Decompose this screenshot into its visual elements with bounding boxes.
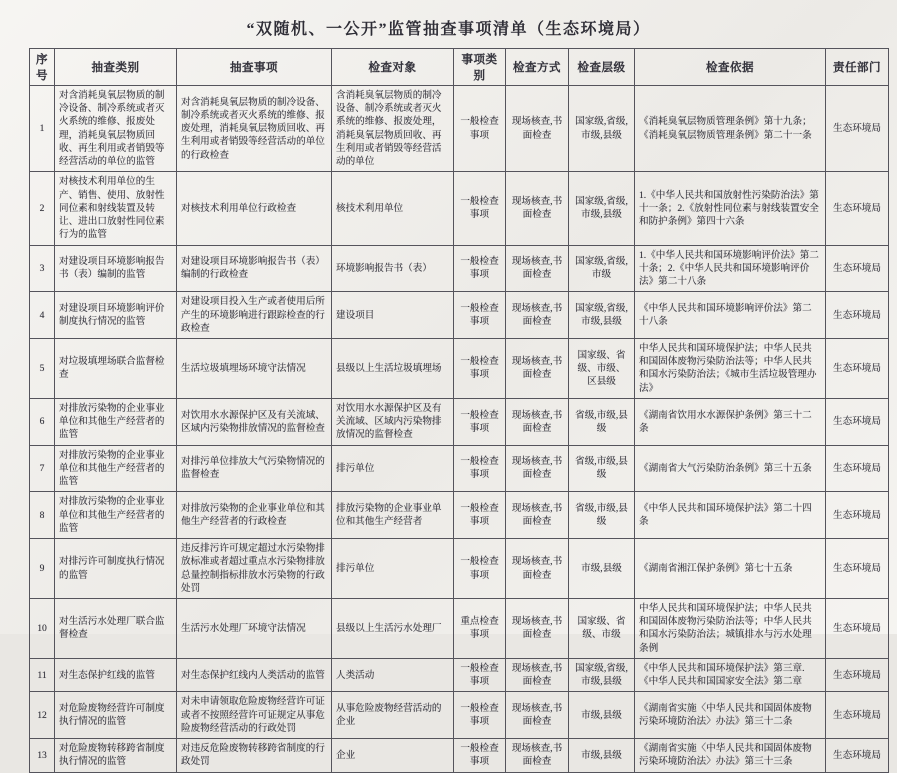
table-cell: 省级,市级,县级 [569, 445, 635, 492]
column-header: 检查方式 [506, 49, 569, 86]
table-cell: 省级,市级,县级 [569, 398, 635, 445]
table-header-row [30, 49, 889, 86]
table-cell: 1.《中华人民共和国环境影响评价法》第二十条；2.《中华人民共和国环境影响评价法》第二十八条 [635, 245, 826, 292]
table-cell: 违反排污许可规定超过水污染物排放标准或者超过重点水污染物排放总量控制指标排放水污染物的行政处罚 [177, 539, 332, 599]
table-cell: 一般检查事项 [454, 86, 506, 172]
table-cell: 对危险废物转移跨省制度执行情况的监管 [55, 739, 177, 772]
table-cell: 一般检查事项 [454, 338, 506, 398]
table-cell: 对建设项目环境影响评价制度执行情况的监管 [55, 292, 177, 339]
table-cell: 生态环境局 [826, 692, 889, 739]
table-cell: 6 [30, 398, 55, 445]
table-row [30, 86, 889, 172]
table-cell: 中华人民共和国环境保护法；中华人民共和国固体废物污染防治法等；中华人民共和国水污染防治法；城镇排水与污水处理条例 [635, 598, 826, 658]
table-cell: 现场核查,书面检查 [506, 658, 569, 691]
table-cell: 对建设项目投入生产或者使用后所产生的环境影响进行跟踪检查的行政检查 [177, 292, 332, 339]
table-cell: 对核技术利用单位的生产、销售、使用、放射性同位素和射线装置及转让、进出口放射性同位素行为的监管 [55, 172, 177, 245]
table-body [30, 86, 889, 773]
table-cell: 8 [30, 492, 55, 539]
table-cell: 市级,县级 [569, 539, 635, 599]
table-cell: 含消耗臭氧层物质的制冷设备、制冷系统或者灭火系统的维修、报废处理，消耗臭氧层物质回收、再生利用或者销毁等经营活动的单位 [332, 86, 454, 172]
table-cell: 《消耗臭氧层物质管理条例》第十九条；《消耗臭氧层物质管理条例》第二十一条 [635, 86, 826, 172]
table-cell: 一般检查事项 [454, 539, 506, 599]
table-cell: 一般检查事项 [454, 739, 506, 772]
table-cell: 生态环境局 [826, 245, 889, 292]
table-cell: 现场核查,书面检查 [506, 598, 569, 658]
table-cell: 1 [30, 86, 55, 172]
table-cell: 对建设项目环境影响报告书（表）编制的行政检查 [177, 245, 332, 292]
table-cell: 10 [30, 598, 55, 658]
column-header: 抽查事项 [177, 49, 332, 86]
column-header: 抽查类别 [55, 49, 177, 86]
table-cell: 生活垃圾填埋场环境守法情况 [177, 338, 332, 398]
table-cell: 现场核查,书面检查 [506, 445, 569, 492]
table-cell: 对未申请领取危险废物经营许可证或者不按照经营许可证规定从事危险废物经营活动的行政处罚 [177, 692, 332, 739]
table-cell: 《中华人民共和国环境保护法》第二十四条 [635, 492, 826, 539]
table-cell: 市级,县级 [569, 739, 635, 772]
table-cell: 国家级,省级,市级 [569, 245, 635, 292]
table-cell: 县级以上生活污水处理厂 [332, 598, 454, 658]
table-cell: 对饮用水水源保护区及有关流域、区域内污染物排放情况的监督检查 [177, 398, 332, 445]
table-cell: 生态环境局 [826, 86, 889, 172]
table-cell: 国家级、省级、市级、区县级 [569, 338, 635, 398]
table-cell: 生态环境局 [826, 398, 889, 445]
table-cell: 现场核查,书面检查 [506, 172, 569, 245]
table-row [30, 292, 889, 339]
table-cell: 对饮用水水源保护区及有关流域、区域内污染物排放情况的监督检查 [332, 398, 454, 445]
table-row [30, 338, 889, 398]
table-cell: 《湖南省实施〈中华人民共和国固体废物污染环境防治法〉办法》第三十三条 [635, 739, 826, 772]
table-cell: 对垃圾填埋场联合监督检查 [55, 338, 177, 398]
column-header: 事项类别 [454, 49, 506, 86]
table-cell: 2 [30, 172, 55, 245]
table-cell: 生态环境局 [826, 292, 889, 339]
table-cell: 环境影响报告书（表） [332, 245, 454, 292]
table-cell: 7 [30, 445, 55, 492]
table-cell: 一般检查事项 [454, 172, 506, 245]
table-cell: 生态环境局 [826, 598, 889, 658]
table-cell: 对违反危险废物转移跨省制度的行政处罚 [177, 739, 332, 772]
column-header: 序号 [30, 49, 55, 86]
table-cell: 对生态保护红线内人类活动的监管 [177, 658, 332, 691]
table-cell: 对排放污染物的企业事业单位和其他生产经营者的监管 [55, 398, 177, 445]
table-cell: 一般检查事项 [454, 492, 506, 539]
table-cell: 县级以上生活垃圾填埋场 [332, 338, 454, 398]
table-cell: 排污单位 [332, 445, 454, 492]
table-cell: 对危险废物经营许可制度执行情况的监管 [55, 692, 177, 739]
table-cell: 对排污许可制度执行情况的监管 [55, 539, 177, 599]
table-cell: 5 [30, 338, 55, 398]
table-row [30, 598, 889, 658]
table-cell: 一般检查事项 [454, 658, 506, 691]
table-cell: 《中华人民共和国环境保护法》第三章.《中华人民共和国国家安全法》第二章 [635, 658, 826, 691]
table-cell: 9 [30, 539, 55, 599]
table-cell: 建设项目 [332, 292, 454, 339]
table-cell: 国家级,省级,市级,县级 [569, 292, 635, 339]
table-row [30, 445, 889, 492]
table-cell: 《湖南省大气污染防治条例》第三十五条 [635, 445, 826, 492]
table-cell: 市级,县级 [569, 692, 635, 739]
column-header: 检查对象 [332, 49, 454, 86]
table-cell: 核技术利用单位 [332, 172, 454, 245]
table-cell: 国家级,省级,市级,县级 [569, 172, 635, 245]
table-cell: 生态环境局 [826, 658, 889, 691]
table-cell: 现场核查,书面检查 [506, 739, 569, 772]
table-cell: 中华人民共和国环境保护法；中华人民共和国固体废物污染防治法等；中华人民共和国水污染防治法；《城市生活垃圾管理办法》 [635, 338, 826, 398]
page-title: “双随机、一公开”监管抽查事项清单（生态环境局） [246, 21, 651, 38]
table-cell: 生态环境局 [826, 539, 889, 599]
table-cell: 对排放污染物的企业事业单位和其他生产经营者的监管 [55, 492, 177, 539]
table-cell: 现场核查,书面检查 [506, 245, 569, 292]
table-row [30, 539, 889, 599]
table-cell: 现场核查,书面检查 [506, 492, 569, 539]
table-row [30, 658, 889, 691]
table-cell: 《中华人民共和国环境影响评价法》第二十八条 [635, 292, 826, 339]
table-cell: 1.《中华人民共和国放射性污染防治法》第十一条；2.《放射性同位素与射线装置安全和防护条例》第四十六条 [635, 172, 826, 245]
table-cell: 生态环境局 [826, 338, 889, 398]
table-cell: 国家级,省级,市级,县级 [569, 86, 635, 172]
table-cell: 现场核查,书面检查 [506, 86, 569, 172]
table-cell: 一般检查事项 [454, 445, 506, 492]
table-cell: 排放污染物的企业事业单位和其他生产经营者 [332, 492, 454, 539]
table-cell: 排污单位 [332, 539, 454, 599]
table-cell: 国家级、省级、市级 [569, 598, 635, 658]
table-cell: 现场核查,书面检查 [506, 338, 569, 398]
table-row [30, 739, 889, 772]
table-cell: 一般检查事项 [454, 398, 506, 445]
table-cell: 12 [30, 692, 55, 739]
table-cell: 现场核查,书面检查 [506, 539, 569, 599]
table-cell: 生态环境局 [826, 739, 889, 772]
column-header: 检查层级 [569, 49, 635, 86]
table-cell: 对生态保护红线的监管 [55, 658, 177, 691]
table-row [30, 245, 889, 292]
table-row [30, 398, 889, 445]
table-cell: 从事危险废物经营活动的企业 [332, 692, 454, 739]
table-cell: 11 [30, 658, 55, 691]
table-cell: 对排放污染物的企业事业单位和其他生产经营者的监管 [55, 445, 177, 492]
table-cell: 《湖南省湘江保护条例》第七十五条 [635, 539, 826, 599]
table-cell: 生态环境局 [826, 492, 889, 539]
table-cell: 企业 [332, 739, 454, 772]
table-cell: 《湖南省实施〈中华人民共和国固体废物污染环境防治法〉办法》第三十二条 [635, 692, 826, 739]
table-cell: 国家级,省级,市级,县级 [569, 658, 635, 691]
table-cell: 人类活动 [332, 658, 454, 691]
table-cell: 生态环境局 [826, 445, 889, 492]
table-cell: 13 [30, 739, 55, 772]
table-cell: 对含消耗臭氧层物质的制冷设备、制冷系统或者灭火系统的维修、报废处理，消耗臭氧层物质回收、再生利用或者销毁等经营活动的单位的行政检查 [177, 86, 332, 172]
table-cell: 4 [30, 292, 55, 339]
table-cell: 一般检查事项 [454, 292, 506, 339]
table-cell: 对排污单位排放大气污染物情况的监督检查 [177, 445, 332, 492]
table-row [30, 172, 889, 245]
table-cell: 对含消耗臭氧层物质的制冷设备、制冷系统或者灭火系统的维修、报废处理，消耗臭氧层物质回收、再生利用或者销毁等经营活动的单位的监管 [55, 86, 177, 172]
table-row [30, 492, 889, 539]
table-cell: 对生活污水处理厂联合监督检查 [55, 598, 177, 658]
column-header: 责任部门 [826, 49, 889, 86]
table-cell: 对排放污染物的企业事业单位和其他生产经营者的行政检查 [177, 492, 332, 539]
table-cell: 对核技术利用单位行政检查 [177, 172, 332, 245]
table-cell: 现场核查,书面检查 [506, 692, 569, 739]
table-cell: 省级,市级,县级 [569, 492, 635, 539]
table-cell: 生态环境局 [826, 172, 889, 245]
table-cell: 现场核查,书面检查 [506, 292, 569, 339]
column-header: 检查依据 [635, 49, 826, 86]
table-cell: 3 [30, 245, 55, 292]
table-cell: 重点检查事项 [454, 598, 506, 658]
table-cell: 现场核查,书面检查 [506, 398, 569, 445]
table-cell: 《湖南省饮用水水源保护条例》第三十二条 [635, 398, 826, 445]
table-row [30, 692, 889, 739]
inspection-items-table [29, 48, 889, 773]
table-cell: 生活污水处理厂环境守法情况 [177, 598, 332, 658]
table-cell: 一般检查事项 [454, 692, 506, 739]
table-cell: 对建设项目环境影响报告书（表）编制的监管 [55, 245, 177, 292]
table-cell: 一般检查事项 [454, 245, 506, 292]
